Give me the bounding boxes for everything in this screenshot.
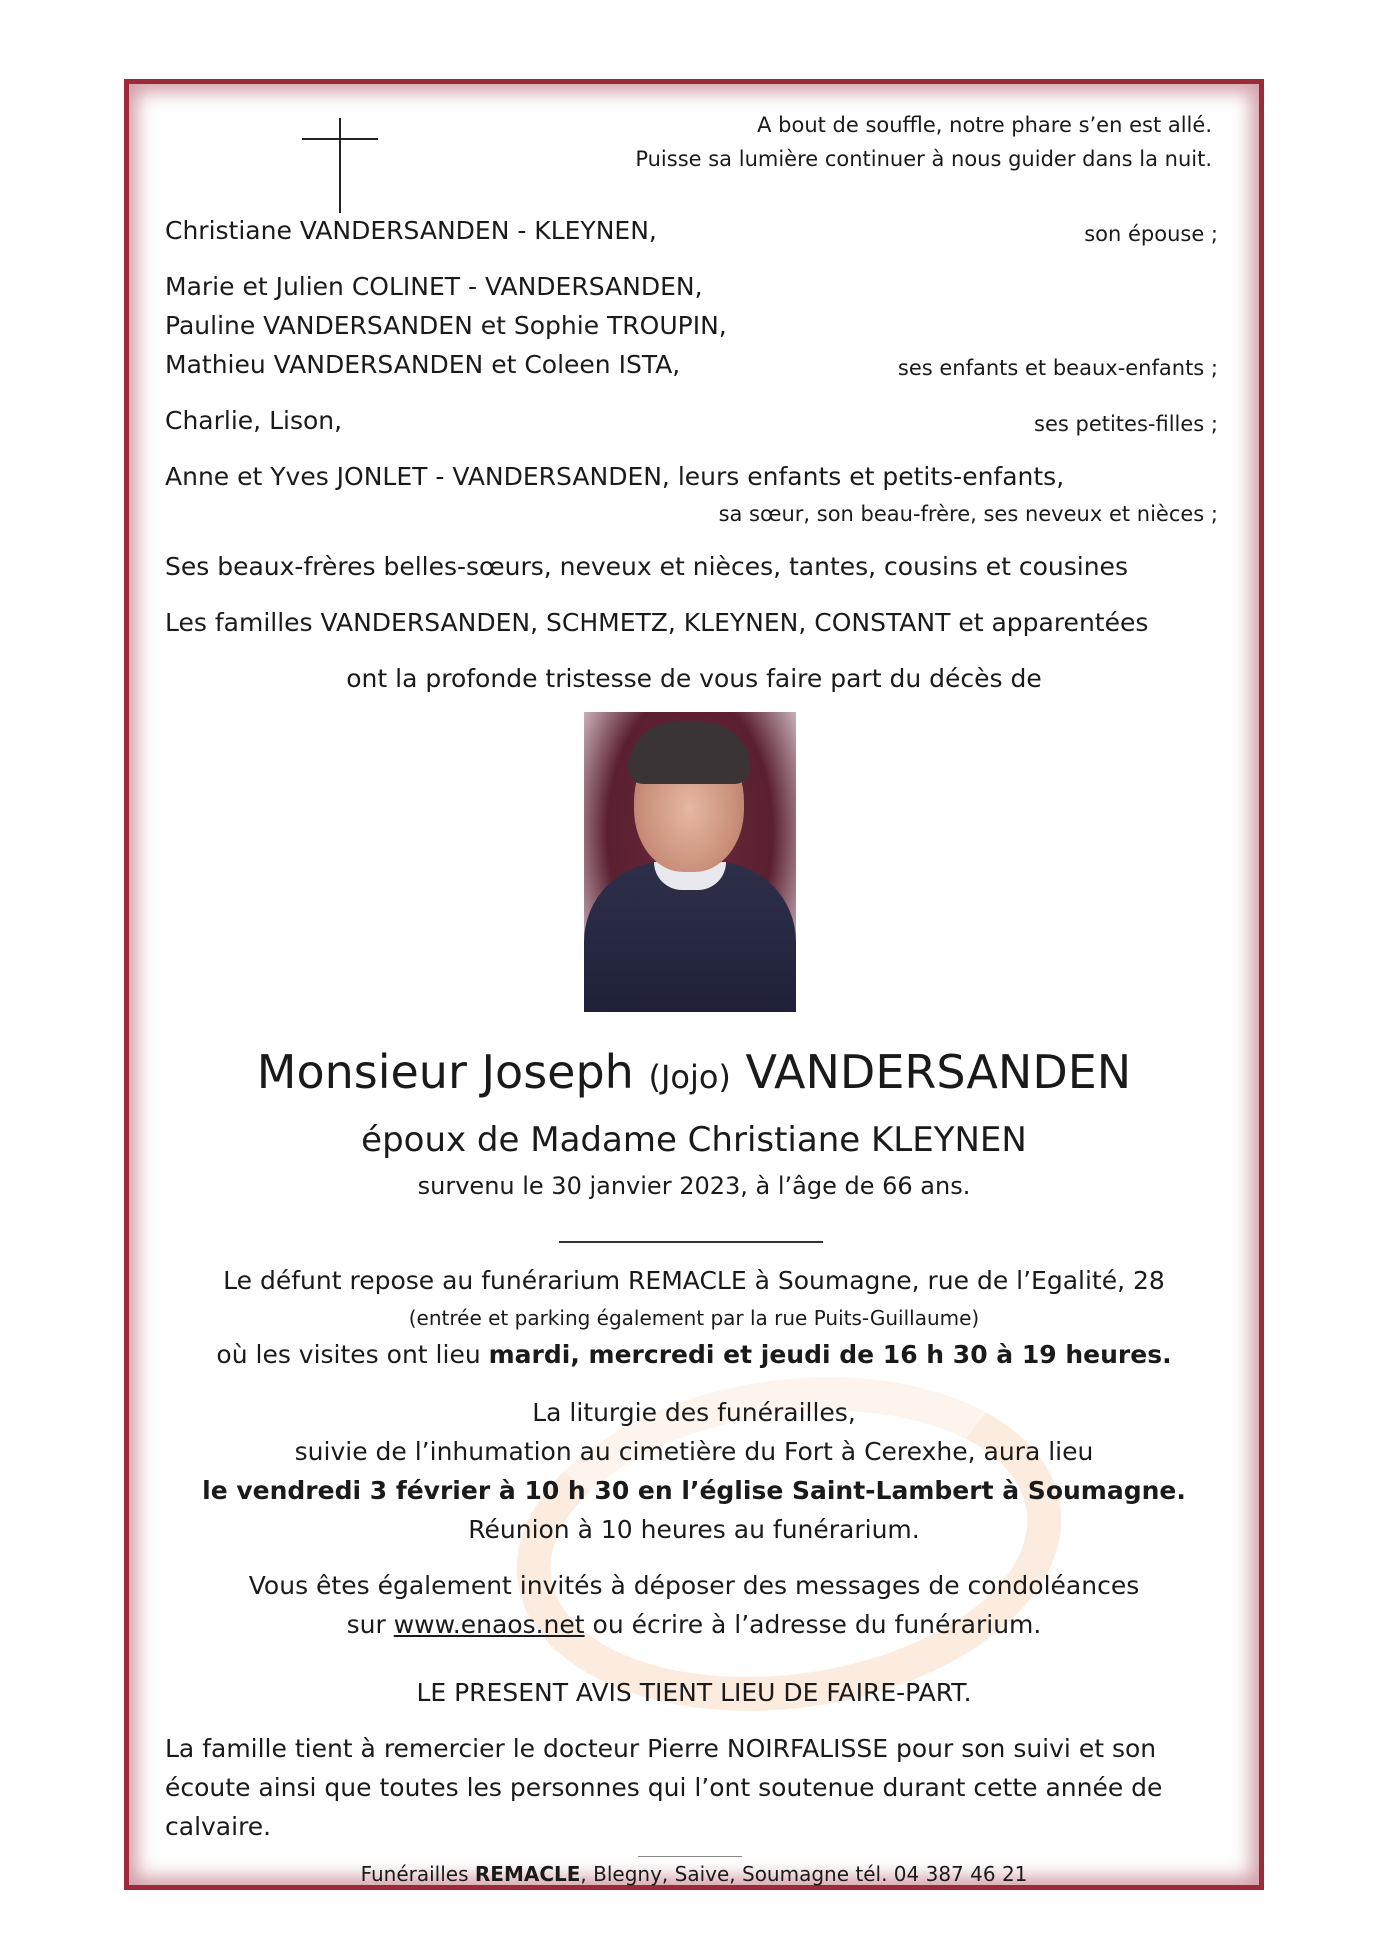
visitation-line-3 (124, 1340, 1264, 1369)
thanks-line-2: écoute ainsi que toutes les personnes qui l’ont soutenue durant cette année de (165, 1773, 1163, 1802)
funeral-date: le vendredi 3 février à 10 h 30 en l’église Saint-Lambert à Soumagne. (202, 1476, 1186, 1505)
grandchildren-role: ses petites-filles ; (1034, 412, 1218, 436)
epigraph-line-1: A bout de souffle, notre phare s’en est allé. (757, 113, 1212, 137)
thanks-line-3: calvaire. (165, 1812, 272, 1841)
visitation-prefix: où les visites ont lieu (216, 1340, 481, 1369)
condolences-link[interactable]: www.enaos.net (393, 1610, 585, 1639)
funeral-line-2: suivie de l’inhumation au cimetière du Fort à Cerexhe, aura lieu (294, 1437, 1094, 1466)
footer-prefix: Funérailles (360, 1862, 469, 1886)
footer (124, 1862, 1264, 1886)
deceased-first-name: Monsieur Joseph (256, 1045, 634, 1099)
condolences-prefix: sur (346, 1610, 386, 1639)
child-line-3: Mathieu VANDERSANDEN et Coleen ISTA, (165, 350, 681, 379)
child-line-2: Pauline VANDERSANDEN et Sophie TROUPIN, (165, 311, 727, 340)
visitation-hours: mardi, mercredi et jeudi de 16 h 30 à 19 heures. (488, 1340, 1172, 1369)
child-line-1: Marie et Julien COLINET - VANDERSANDEN, (165, 272, 703, 301)
thanks-line-1: La famille tient à remercier le docteur Pierre NOIRFALISSE pour son suivi et son (165, 1734, 1157, 1763)
funeral-line-3 (124, 1476, 1264, 1505)
visitation-line-2: (entrée et parking également par la rue Puits-Guillaume) (408, 1306, 980, 1330)
deceased-nickname: (Jojo) (648, 1058, 731, 1096)
sister-role: sa sœur, son beau-frère, ses neveux et nièces ; (718, 502, 1218, 526)
sister-line: Anne et Yves JONLET - VANDERSANDEN, leurs enfants et petits-enfants, (165, 462, 1065, 491)
notice-line: LE PRESENT AVIS TIENT LIEU DE FAIRE-PART. (416, 1678, 972, 1707)
condolences-suffix: ou écrire à l’adresse du funérarium. (592, 1610, 1042, 1639)
footer-suffix: , Blegny, Saive, Soumagne tél. 04 387 46 21 (580, 1862, 1028, 1886)
deceased-surname: VANDERSANDEN (745, 1045, 1132, 1099)
condolences-line-2 (124, 1610, 1264, 1639)
announcement-line: ont la profonde tristesse de vous faire part du décès de (346, 664, 1042, 693)
condolences-line-1: Vous êtes également invités à déposer des messages de condoléances (248, 1571, 1140, 1600)
epigraph (635, 108, 1212, 176)
epigraph-line-2: Puisse sa lumière continuer à nous guider dans la nuit. (635, 147, 1212, 171)
cross-icon (302, 118, 378, 213)
deceased-spouse-line: époux de Madame Christiane KLEYNEN (361, 1120, 1027, 1160)
funeral-line-1: La liturgie des funérailles, (532, 1398, 856, 1427)
death-date-line: survenu le 30 janvier 2023, à l’âge de 66 ans. (417, 1172, 971, 1200)
children-role: ses enfants et beaux-enfants ; (897, 356, 1218, 380)
visitation-line-1: Le défunt repose au funérarium REMACLE à Soumagne, rue de l’Egalité, 28 (223, 1266, 1165, 1295)
footer-brand: REMACLE (474, 1862, 581, 1886)
separator-line (559, 1241, 823, 1243)
grandchildren: Charlie, Lison, (165, 406, 343, 435)
funeral-line-4: Réunion à 10 heures au funérarium. (468, 1515, 920, 1544)
in-laws-line: Ses beaux-frères belles-sœurs, neveux et nièces, tantes, cousins et cousines (165, 552, 1128, 581)
deceased-name (124, 1045, 1264, 1099)
spouse-role: son épouse ; (1084, 222, 1218, 246)
deceased-portrait (584, 712, 796, 1012)
footer-separator (638, 1856, 742, 1857)
spouse-name: Christiane VANDERSANDEN - KLEYNEN, (165, 216, 657, 245)
families-line: Les familles VANDERSANDEN, SCHMETZ, KLEYNEN, CONSTANT et apparentées (165, 608, 1149, 637)
